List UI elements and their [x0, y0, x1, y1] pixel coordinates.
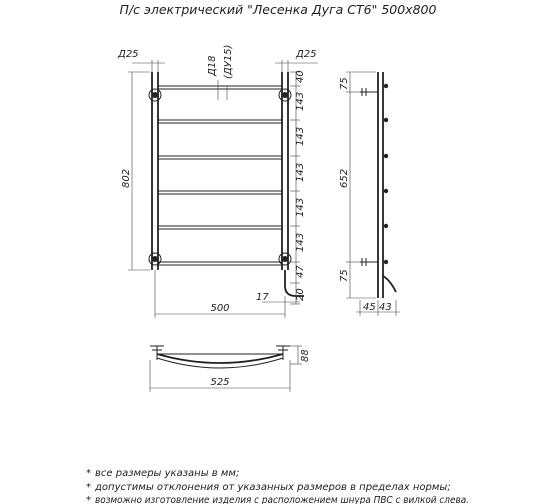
- top-cap-right: [276, 346, 290, 360]
- note-bullet: *: [86, 495, 91, 504]
- dim-right-chain: 40: [295, 70, 306, 83]
- drawing-title: П/с электрический "Лесенка Дуга СТ6" 500х800: [119, 2, 437, 17]
- rung: [158, 120, 282, 123]
- dim-cable-offset: 17: [256, 292, 269, 303]
- rung: [158, 191, 282, 194]
- note-bullet: *: [86, 482, 91, 493]
- dim-left-diameter: Д25: [118, 49, 139, 60]
- side-cable: [383, 276, 396, 292]
- dim-side-depth-a: 45: [363, 302, 376, 313]
- dim-side-center: 652: [339, 168, 350, 188]
- note-2: допустимы отклонения от указанных размеров в пределах нормы;: [95, 482, 451, 493]
- rung: [158, 226, 282, 229]
- top-cap-left: [150, 346, 164, 360]
- rung: [158, 86, 282, 89]
- dim-pipe-nominal: (ДУ15): [223, 44, 234, 79]
- dim-right-chain: 143: [295, 91, 306, 111]
- dim-side-top: 75: [339, 77, 350, 90]
- note-1: все размеры указаны в мм;: [95, 468, 240, 479]
- dim-right-chain: 143: [295, 232, 306, 252]
- dim-right-diameter: Д25: [296, 49, 317, 60]
- notes: [86, 468, 469, 504]
- dim-pipe-diameter: Д18: [207, 55, 218, 76]
- note-3: возможно изготовление изделия с расположением шнура ПВС с вилкой слева.: [95, 495, 469, 504]
- dim-height: 802: [121, 168, 132, 188]
- dim-top-width: 525: [210, 377, 230, 388]
- rung: [158, 156, 282, 159]
- dim-right-chain: 143: [295, 162, 306, 182]
- top-arc-outer: [157, 354, 283, 363]
- top-view: [150, 346, 311, 392]
- dim-right-chain: 143: [295, 197, 306, 217]
- note-bullet: *: [86, 468, 91, 479]
- dim-right-chain: 47: [295, 265, 306, 278]
- rung: [158, 262, 282, 265]
- dim-side-bottom: 75: [339, 269, 350, 282]
- dim-width: 500: [210, 303, 230, 314]
- side-view: [339, 72, 400, 316]
- side-bracket-bottom: [360, 258, 378, 266]
- dim-right-chain: 20: [295, 288, 306, 301]
- rungs: [158, 86, 282, 265]
- dim-top-depth: 88: [300, 349, 311, 362]
- dim-right-chain: 143: [295, 126, 306, 146]
- dim-side-depth-b: 43: [379, 302, 392, 313]
- mount-flanges: [149, 89, 291, 265]
- side-bracket-top: [360, 88, 378, 96]
- front-view: [117, 45, 318, 318]
